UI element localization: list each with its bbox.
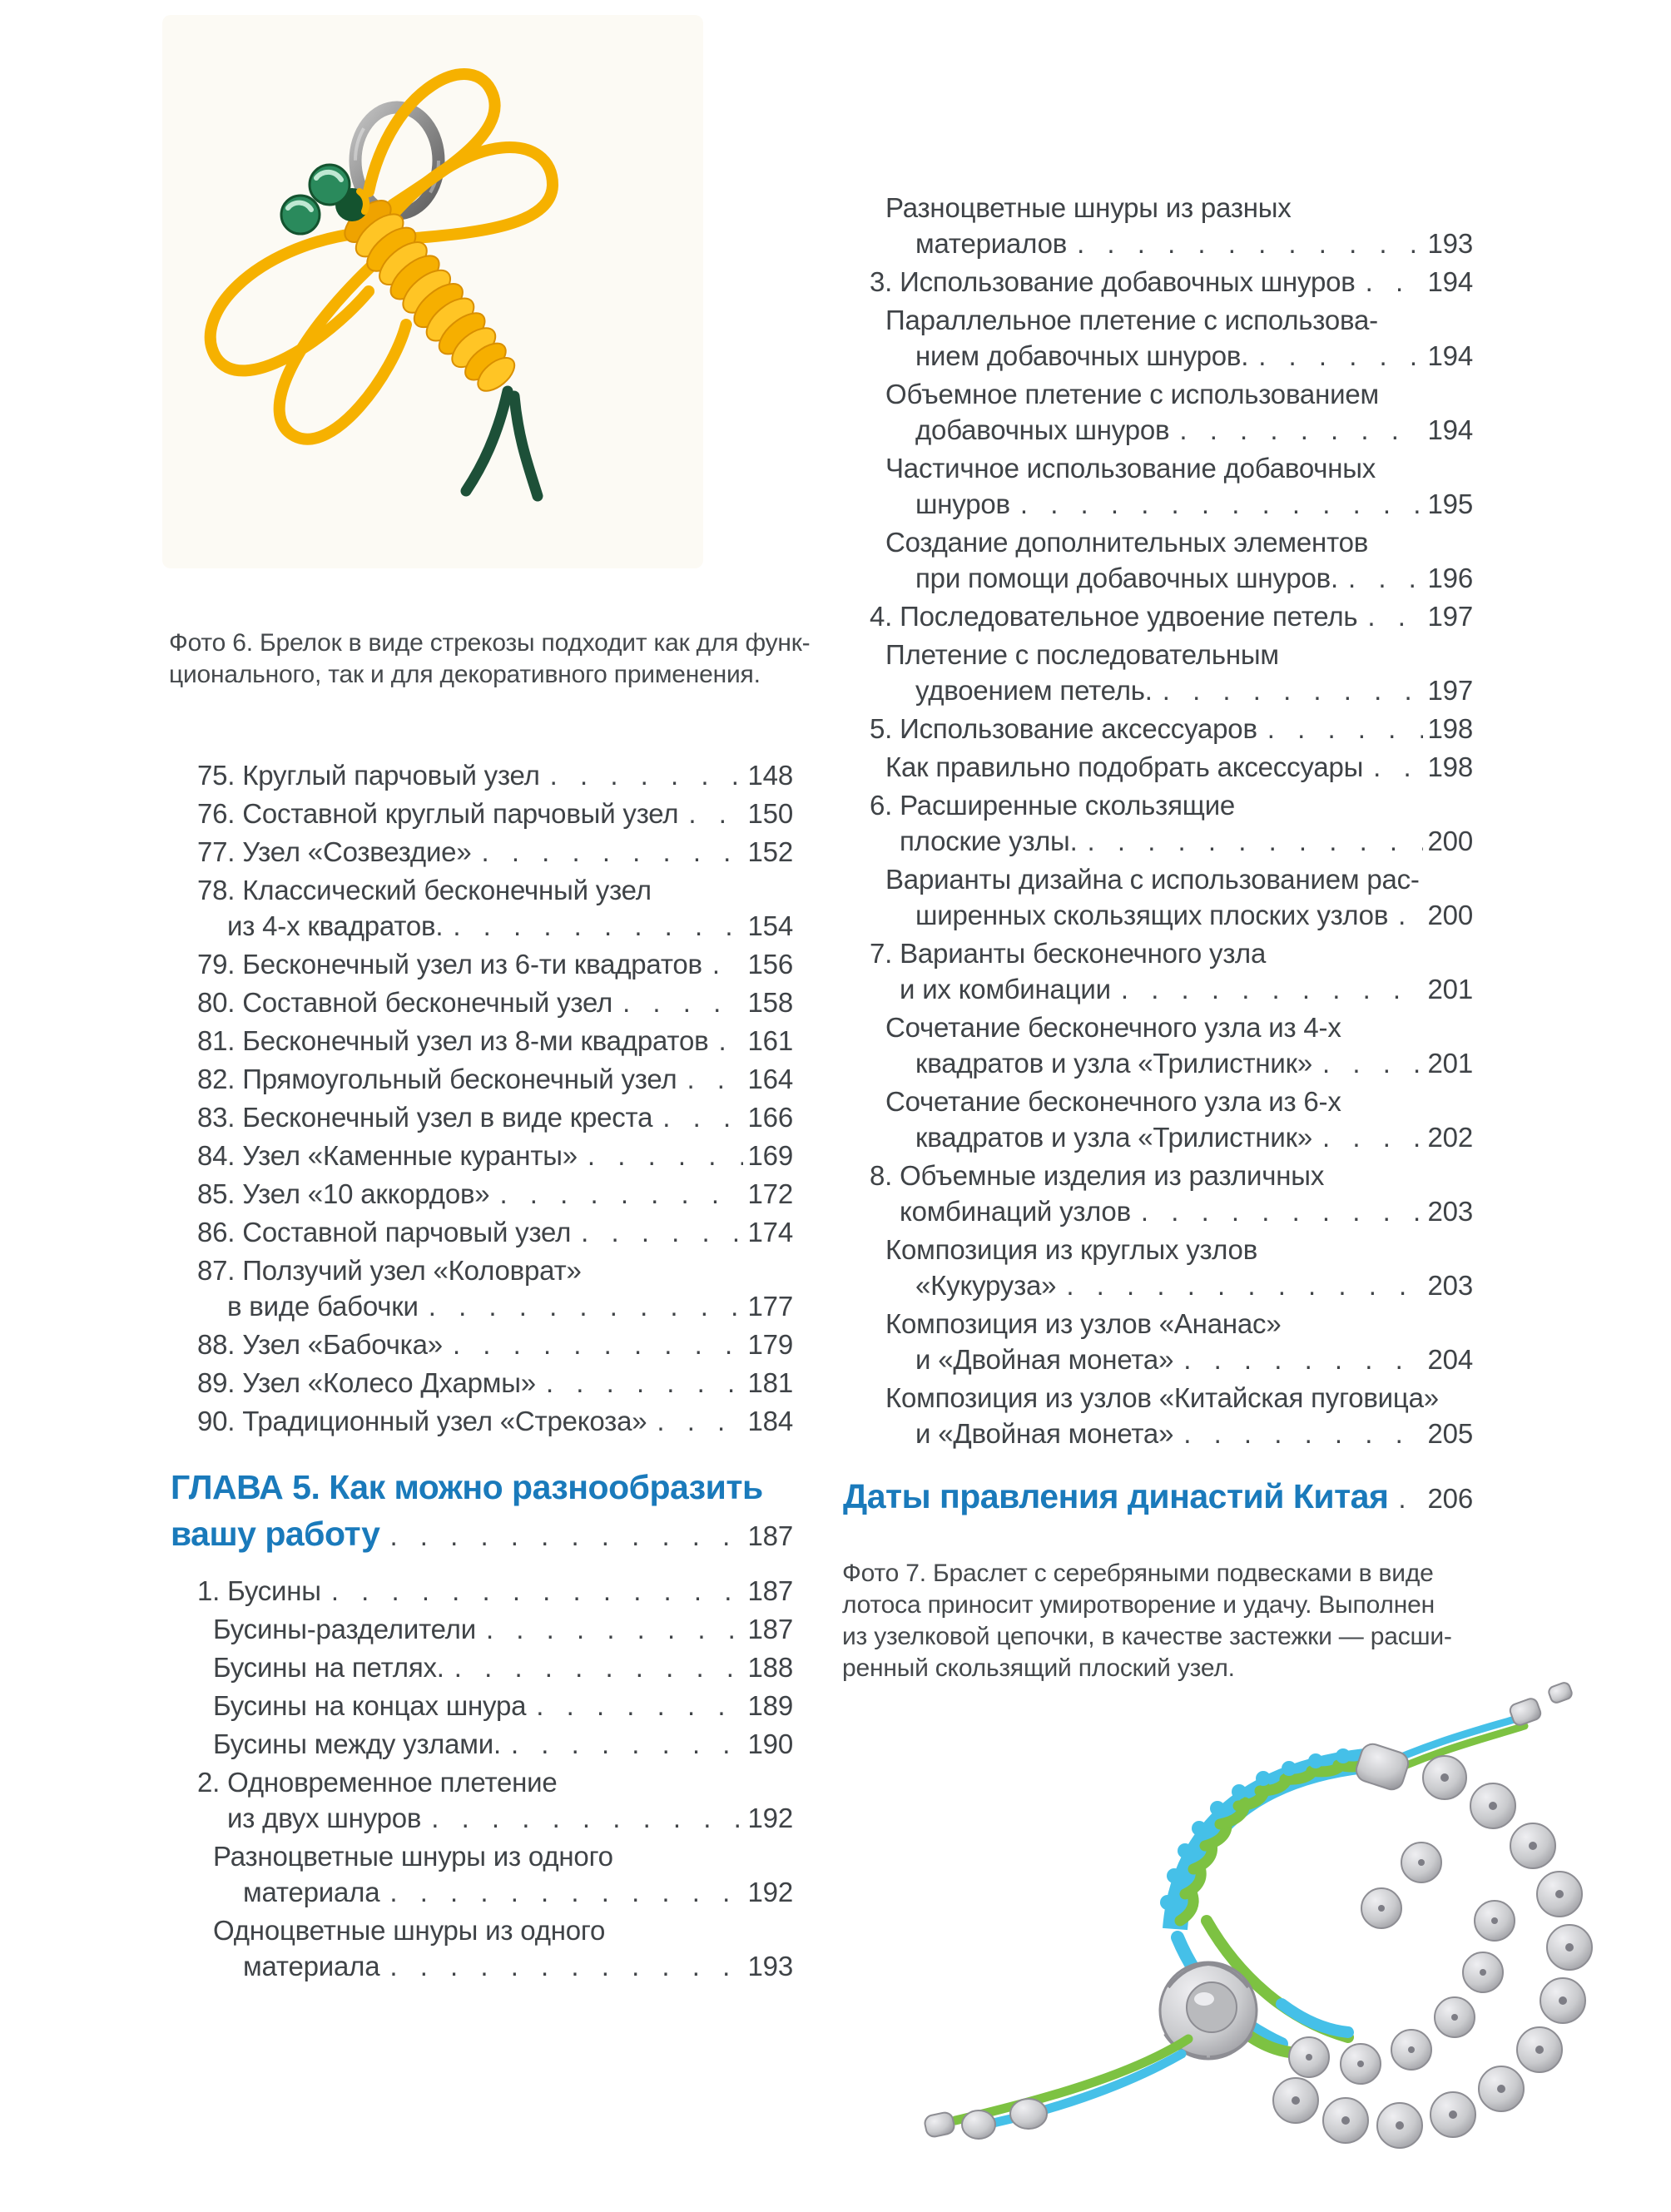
toc-entry-line xyxy=(885,1267,1473,1303)
caption-line: лотоса приносит умиротворение и удачу. Выполнен xyxy=(842,1591,1435,1619)
toc-entry[interactable] xyxy=(213,1912,793,1984)
toc-entry[interactable] xyxy=(885,749,1473,785)
toc-entry[interactable] xyxy=(213,1838,793,1910)
page-number: 192 xyxy=(747,1803,793,1833)
toc-entry-text: из 4-х квадратов. xyxy=(227,910,444,941)
toc-entry[interactable] xyxy=(197,1176,793,1212)
toc-entry-text: Разноцветные шнуры из одного xyxy=(213,1841,613,1872)
toc-entry[interactable] xyxy=(885,302,1473,374)
toc-entry[interactable] xyxy=(197,984,793,1020)
toc-entry-line xyxy=(197,796,793,831)
page-number: 169 xyxy=(747,1140,793,1171)
toc-entry-line xyxy=(197,834,793,870)
toc-entry-text: Объемное плетение с использованием xyxy=(885,379,1379,409)
toc-entry-text: 3. Использование добавочных шнуров xyxy=(870,266,1356,297)
page-number: 198 xyxy=(1427,713,1473,744)
toc-entry[interactable] xyxy=(870,1158,1473,1229)
toc-entry-line xyxy=(885,1045,1473,1081)
toc-entry-text: материалов xyxy=(915,228,1068,259)
toc-entry-line xyxy=(885,749,1473,785)
toc-entry-text: добавочных шнуров xyxy=(915,414,1170,445)
toc-entry-line xyxy=(885,190,1473,226)
page-number: 184 xyxy=(747,1406,793,1436)
toc-entry-text: 5. Использование аксессуаров xyxy=(870,713,1257,744)
page-number: 152 xyxy=(747,836,793,867)
toc-entry-line xyxy=(197,946,793,982)
toc-entry-line xyxy=(197,908,793,944)
toc-entry-line xyxy=(213,1874,793,1910)
toc-entry-text: Сочетание бесконечного узла из 4-х xyxy=(885,1012,1341,1043)
dot-leader xyxy=(1398,1475,1422,1522)
toc-entry-line xyxy=(197,1099,793,1135)
toc-entry-text: удвоением петель. xyxy=(915,675,1153,706)
toc-entry-line xyxy=(197,1252,793,1288)
photo6-caption xyxy=(169,627,826,691)
toc-entry[interactable] xyxy=(197,834,793,870)
toc-entry-text: Бусины на концах шнура xyxy=(213,1690,527,1721)
lotus-bracelet-photo xyxy=(849,1671,1648,2208)
photo7-caption xyxy=(842,1558,1516,1684)
toc-entry-line xyxy=(885,1119,1473,1155)
toc-entry-line xyxy=(213,1948,793,1984)
toc-entry-line xyxy=(197,1288,793,1324)
dot-leader xyxy=(1183,1342,1422,1377)
toc-entry[interactable] xyxy=(870,787,1473,859)
dot-leader xyxy=(536,1688,742,1723)
page-number: 190 xyxy=(747,1728,793,1759)
toc-entry[interactable] xyxy=(213,1688,793,1723)
dot-leader xyxy=(662,1099,742,1135)
toc-entry[interactable] xyxy=(885,1306,1473,1377)
page-number: 150 xyxy=(747,798,793,829)
toc-entry-text: Сочетание бесконечного узла из 6-х xyxy=(885,1086,1341,1117)
toc-entry-line xyxy=(885,1380,1473,1416)
toc-entry-line xyxy=(197,872,793,908)
toc-entry-text: Бусины на петлях. xyxy=(213,1652,444,1683)
dot-leader xyxy=(1121,971,1423,1007)
toc-entry-text: Композиция из узлов «Китайская пуговица» xyxy=(885,1382,1439,1413)
toc-entry-line xyxy=(171,1510,793,1560)
toc-entry-text: ГЛАВА 5. Как можно разнообразить xyxy=(171,1468,763,1506)
toc-entry-text: 82. Прямоугольный бесконечный узел xyxy=(197,1064,677,1094)
toc-entry-line xyxy=(213,1611,793,1647)
toc-entry-line xyxy=(843,1473,1473,1522)
toc-entry-text: 84. Узел «Каменные куранты» xyxy=(197,1140,578,1171)
dot-leader xyxy=(429,1288,743,1324)
toc-entry-line xyxy=(885,226,1473,261)
dot-leader xyxy=(431,1800,742,1836)
toc-entry-text: ширенных скользящих плоских узлов xyxy=(915,900,1389,930)
toc-entry-text: 87. Ползучий узел «Коловрат» xyxy=(197,1255,582,1286)
toc-entry-line xyxy=(197,1061,793,1097)
toc-entry-text: 90. Традиционный узел «Стрекоза» xyxy=(197,1406,647,1436)
toc-entry-text: Бусины между узлами. xyxy=(213,1728,501,1759)
toc-entry[interactable] xyxy=(197,1403,793,1439)
toc-entry-line xyxy=(213,1838,793,1874)
dot-leader xyxy=(511,1726,743,1762)
dot-leader xyxy=(1141,1193,1423,1229)
toc-entry-text: 1. Бусины xyxy=(197,1575,321,1606)
toc-entry-line xyxy=(870,971,1473,1007)
page-number: 179 xyxy=(747,1329,793,1360)
dot-leader xyxy=(454,1649,743,1685)
toc-entry-text: «Кукуруза» xyxy=(915,1270,1057,1301)
toc-entry-text: 83. Бесконечный узел в виде креста xyxy=(197,1102,653,1133)
toc-entry-line xyxy=(885,450,1473,486)
toc-entry-text: 89. Узел «Колесо Дхармы» xyxy=(197,1367,536,1398)
dot-leader xyxy=(331,1573,743,1609)
toc-entry-line xyxy=(885,1084,1473,1119)
toc-entry-line xyxy=(197,1365,793,1401)
lotus-bead-strand-inner xyxy=(1289,1843,1515,2084)
toc-entry-line xyxy=(870,935,1473,971)
toc-entry-line xyxy=(885,1416,1473,1451)
toc-entry-text: Частичное использование добавочных xyxy=(885,453,1376,484)
toc-entry-text: 6. Расширенные скользящие xyxy=(870,790,1236,821)
toc-entry[interactable] xyxy=(197,1061,793,1097)
toc-entry[interactable] xyxy=(870,711,1473,746)
dot-leader xyxy=(1163,672,1423,708)
toc-entry-line xyxy=(197,1800,793,1836)
page-number: 201 xyxy=(1427,974,1473,1004)
page-number: 187 xyxy=(747,1575,793,1606)
toc-entry[interactable] xyxy=(885,1009,1473,1081)
page-number: 158 xyxy=(747,987,793,1018)
toc-entry-line xyxy=(197,1176,793,1212)
dot-leader xyxy=(688,796,742,831)
toc-entry-text: вашу работу xyxy=(171,1515,380,1553)
toc-column-right xyxy=(843,190,1473,1522)
caption-line: из узелковой цепочки, в качестве застежки — расши- xyxy=(842,1623,1452,1650)
dot-leader xyxy=(1088,823,1423,859)
toc-entry-text: 76. Составной круглый парчовый узел xyxy=(197,798,679,829)
toc-entry-line xyxy=(197,1327,793,1362)
toc-entry-line xyxy=(885,524,1473,560)
dot-leader xyxy=(1322,1119,1423,1155)
toc-entry-text: и их комбинации xyxy=(900,974,1111,1004)
caption-line: Фото 6. Брелок в виде стрекозы подходит как для функ- xyxy=(169,629,811,657)
page-number: 204 xyxy=(1427,1344,1473,1375)
toc-entry-text: шнуров xyxy=(915,489,1010,519)
toc-entry-text: нием добавочных шнуров. xyxy=(915,340,1249,371)
dot-leader xyxy=(481,834,742,870)
page-number: 164 xyxy=(747,1064,793,1094)
toc-entry-line xyxy=(885,1306,1473,1342)
toc-entry-line xyxy=(197,1764,793,1800)
toc-entry-text: в виде бабочки xyxy=(227,1291,419,1322)
dot-leader xyxy=(718,1023,742,1059)
toc-entry[interactable] xyxy=(197,1327,793,1362)
dot-leader xyxy=(622,984,742,1020)
toc-entry-text: 81. Бесконечный узел из 8-ми квадратов xyxy=(197,1025,709,1056)
toc-entry[interactable] xyxy=(197,796,793,831)
page-number: 197 xyxy=(1427,601,1473,632)
dot-leader xyxy=(389,1513,742,1560)
dot-leader xyxy=(1373,749,1422,785)
toc-entry[interactable] xyxy=(885,861,1473,933)
page-number: 196 xyxy=(1427,563,1473,593)
toc-entry-line xyxy=(197,1214,793,1250)
toc-entry-text: материала xyxy=(243,1877,380,1907)
dot-leader xyxy=(581,1214,742,1250)
dot-leader xyxy=(687,1061,742,1097)
page-number: 193 xyxy=(747,1951,793,1981)
dot-leader xyxy=(1179,412,1422,448)
toc-entry-line xyxy=(885,861,1473,897)
page-number: 188 xyxy=(747,1652,793,1683)
dot-leader xyxy=(1066,1267,1422,1303)
toc-entry[interactable] xyxy=(197,1138,793,1173)
toc-entry[interactable] xyxy=(197,1573,793,1609)
toc-entry-line xyxy=(885,302,1473,338)
page-number: 203 xyxy=(1427,1270,1473,1301)
caption-line: Фото 7. Браслет с серебряными подвесками в виде xyxy=(842,1560,1434,1587)
toc-entry-line xyxy=(197,1573,793,1609)
toc-entry[interactable] xyxy=(870,935,1473,1007)
dot-leader xyxy=(712,946,743,982)
toc-entry[interactable] xyxy=(885,450,1473,522)
toc-entry-text: Даты правления династий Китая xyxy=(843,1477,1389,1515)
toc-entry-text: 4. Последовательное удвоение петель xyxy=(870,601,1358,632)
toc-entry-text: 8. Объемные изделия из различных xyxy=(870,1160,1325,1191)
caption-line: ренный скользящий плоский узел. xyxy=(842,1654,1235,1682)
toc-entry-text: Плетение с последовательным xyxy=(885,639,1279,670)
toc-entry[interactable] xyxy=(213,1726,793,1762)
dot-leader xyxy=(1322,1045,1423,1081)
page-number: 201 xyxy=(1427,1048,1473,1079)
page-number: 187 xyxy=(747,1614,793,1644)
page-number: 203 xyxy=(1427,1196,1473,1227)
toc-entry-text: 85. Узел «10 аккордов» xyxy=(197,1178,490,1209)
dot-leader xyxy=(1398,897,1422,933)
page-number: 172 xyxy=(747,1178,793,1209)
page-number: 195 xyxy=(1427,489,1473,519)
lotus-bead-strand-outer xyxy=(1273,1756,1592,2148)
dot-leader xyxy=(486,1611,743,1647)
toc-entry-text: квадратов и узла «Трилистник» xyxy=(915,1122,1313,1153)
toc-entry-text: Варианты дизайна с использованием рас- xyxy=(885,864,1420,895)
dot-leader xyxy=(1183,1416,1422,1451)
toc-entry-line xyxy=(171,1464,793,1510)
page-number: 194 xyxy=(1427,266,1473,297)
toc-entry-text: при помощи добавочных шнуров. xyxy=(915,563,1338,593)
toc-entry-text: Разноцветные шнуры из разных xyxy=(885,192,1292,223)
page-number: 205 xyxy=(1427,1418,1473,1449)
toc-entry[interactable] xyxy=(197,1023,793,1059)
toc-entry-line xyxy=(870,598,1473,634)
dot-leader xyxy=(1348,560,1423,596)
toc-entry[interactable] xyxy=(197,1252,793,1324)
toc-entry-text: Одноцветные шнуры из одного xyxy=(213,1915,606,1946)
toc-entry-text: из двух шнуров xyxy=(227,1803,422,1833)
bracelet-woven-band xyxy=(1160,1748,1370,1929)
dot-leader xyxy=(588,1138,743,1173)
toc-entry-line xyxy=(885,637,1473,672)
dot-leader xyxy=(546,1365,743,1401)
page-number: 187 xyxy=(747,1520,793,1551)
toc-entry-line xyxy=(885,672,1473,708)
toc-entry-line xyxy=(213,1649,793,1685)
page-number: 192 xyxy=(747,1877,793,1907)
toc-entry-line xyxy=(870,787,1473,823)
toc-entry-line xyxy=(213,1726,793,1762)
toc-entry[interactable] xyxy=(870,598,1473,634)
toc-entry[interactable] xyxy=(197,1099,793,1135)
toc-entry-line xyxy=(197,757,793,793)
toc-entry-text: 79. Бесконечный узел из 6-ти квадратов xyxy=(197,949,702,980)
toc-entry[interactable] xyxy=(197,1214,793,1250)
dot-leader xyxy=(1267,711,1423,746)
dot-leader xyxy=(1258,338,1422,374)
dot-leader xyxy=(657,1403,742,1439)
toc-chapter-heading[interactable] xyxy=(171,1464,793,1560)
toc-entry[interactable] xyxy=(197,946,793,982)
toc-entry[interactable] xyxy=(213,1649,793,1685)
toc-entry-line xyxy=(197,1138,793,1173)
dot-leader xyxy=(1020,486,1423,522)
toc-entry[interactable] xyxy=(885,637,1473,708)
dot-leader xyxy=(389,1948,742,1984)
toc-entry-line xyxy=(885,376,1473,412)
page-number: 194 xyxy=(1427,414,1473,445)
toc-entry-text: и «Двойная монета» xyxy=(915,1344,1174,1375)
dot-leader xyxy=(1366,264,1423,300)
toc-entry[interactable] xyxy=(885,1232,1473,1303)
toc-entry-line xyxy=(885,412,1473,448)
toc-entry-line xyxy=(197,1403,793,1439)
toc-entry[interactable] xyxy=(885,1380,1473,1451)
dot-leader xyxy=(1367,598,1422,634)
page-number: 202 xyxy=(1427,1122,1473,1153)
page-number: 200 xyxy=(1427,826,1473,856)
page-number: 166 xyxy=(747,1102,793,1133)
page-number: 156 xyxy=(747,949,793,980)
toc-entry-line xyxy=(197,984,793,1020)
page-number: 174 xyxy=(747,1217,793,1247)
toc-entry-line xyxy=(885,1009,1473,1045)
toc-entry[interactable] xyxy=(870,264,1473,300)
toc-entry-text: 7. Варианты бесконечного узла xyxy=(870,938,1267,969)
toc-column-left xyxy=(171,757,793,1986)
toc-entry-line xyxy=(885,486,1473,522)
toc-entry-text: квадратов и узла «Трилистник» xyxy=(915,1048,1313,1079)
toc-entry[interactable] xyxy=(213,1611,793,1647)
toc-chapter-heading[interactable] xyxy=(843,1473,1473,1522)
toc-entry-text: 86. Составной парчовый узел xyxy=(197,1217,572,1247)
toc-entry-line xyxy=(885,897,1473,933)
toc-entry-text: комбинаций узлов xyxy=(900,1196,1131,1227)
toc-entry[interactable] xyxy=(197,872,793,944)
caption-line: ционального, так и для декоративного применения. xyxy=(169,661,761,688)
page-number: 206 xyxy=(1427,1483,1473,1514)
page-number: 193 xyxy=(1427,228,1473,259)
toc-entry-text: Композиция из узлов «Ананас» xyxy=(885,1308,1282,1339)
dot-leader xyxy=(453,908,742,944)
toc-entry[interactable] xyxy=(885,524,1473,596)
page-number: 194 xyxy=(1427,340,1473,371)
bracelet-bottom-cord xyxy=(924,2039,1188,2139)
toc-entry[interactable] xyxy=(197,1764,793,1836)
page-number: 161 xyxy=(747,1025,793,1056)
dot-leader xyxy=(453,1327,743,1362)
toc-entry-line xyxy=(870,823,1473,859)
toc-entry[interactable] xyxy=(885,190,1473,261)
toc-entry-text: плоские узлы. xyxy=(900,826,1078,856)
toc-entry-text: 2. Одновременное плетение xyxy=(197,1767,558,1798)
toc-entry-text: 78. Классический бесконечный узел xyxy=(197,875,652,905)
dot-leader xyxy=(550,757,743,793)
toc-entry-line xyxy=(870,711,1473,746)
page-number: 177 xyxy=(747,1291,793,1322)
page-number: 197 xyxy=(1427,675,1473,706)
toc-entry-text: 75. Круглый парчовый узел xyxy=(197,760,540,791)
page-number: 200 xyxy=(1427,900,1473,930)
toc-entry-text: 77. Узел «Созвездие» xyxy=(197,836,472,867)
toc-entry-line xyxy=(885,1342,1473,1377)
toc-entry-text: Как правильно подобрать аксессуары xyxy=(885,751,1364,782)
dragonfly-keychain-photo xyxy=(117,15,766,581)
page-number: 198 xyxy=(1427,751,1473,782)
toc-entry-line xyxy=(885,560,1473,596)
toc-entry-line xyxy=(870,1158,1473,1193)
toc-entry-line xyxy=(885,1232,1473,1267)
toc-entry-text: и «Двойная монета» xyxy=(915,1418,1174,1449)
page-number: 154 xyxy=(747,910,793,941)
toc-entry-line xyxy=(213,1912,793,1948)
dot-leader xyxy=(499,1176,742,1212)
toc-entry-line xyxy=(885,338,1473,374)
toc-entry-text: 80. Составной бесконечный узел xyxy=(197,987,613,1018)
dot-leader xyxy=(1077,226,1422,261)
toc-entry-line xyxy=(197,1023,793,1059)
toc-entry-text: Создание дополнительных элементов xyxy=(885,527,1369,558)
toc-entry-text: материала xyxy=(243,1951,380,1981)
toc-entry[interactable] xyxy=(885,376,1473,448)
toc-entry-line xyxy=(213,1688,793,1723)
toc-entry-line xyxy=(870,264,1473,300)
toc-entry[interactable] xyxy=(885,1084,1473,1155)
toc-entry-text: Бусины-разделители xyxy=(213,1614,476,1644)
page-number: 181 xyxy=(747,1367,793,1398)
toc-entry-line xyxy=(870,1193,1473,1229)
toc-entry-text: 88. Узел «Бабочка» xyxy=(197,1329,443,1360)
page-number: 189 xyxy=(747,1690,793,1721)
dot-leader xyxy=(389,1874,742,1910)
page-number: 148 xyxy=(747,760,793,791)
toc-entry-text: Параллельное плетение с использова- xyxy=(885,305,1378,335)
toc-entry-text: Композиция из круглых узлов xyxy=(885,1234,1258,1265)
toc-entry[interactable] xyxy=(197,1365,793,1401)
toc-entry[interactable] xyxy=(197,757,793,793)
